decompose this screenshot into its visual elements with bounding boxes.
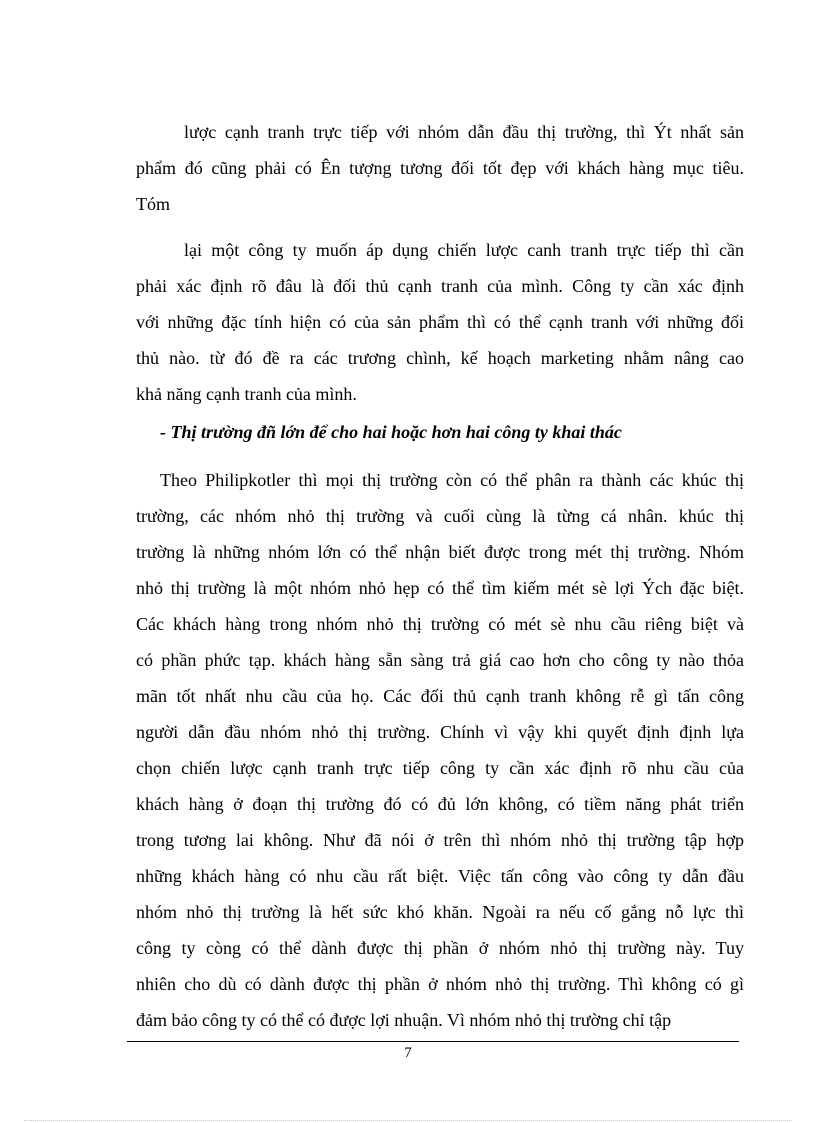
paragraph-line: Các khách hàng trong nhóm nhỏ thị trường có mét sè nhu cầu riêng biệt và bbox=[136, 614, 744, 634]
paragraph-line: nhỏ thị trường là một nhóm nhỏ hẹp có thể tìm kiếm mét sè lợi Ých đặc biệt. bbox=[136, 578, 744, 598]
paragraph-line: nhiên cho dù có dành được thị phần ở nhóm nhỏ thị trường. Thì không có gì bbox=[136, 974, 744, 994]
paragraph-line: phẩm đó cũng phải có Ên tượng tương đối tốt đẹp với khách hàng mục tiêu. bbox=[136, 158, 744, 178]
paragraph-line: Tóm bbox=[136, 194, 170, 214]
paragraph-line: Theo Philipkotler thì mọi thị trường còn có thể phân ra thành các khúc thị bbox=[160, 470, 744, 490]
footer-divider bbox=[127, 1041, 739, 1042]
paragraph-line: đảm bảo công ty có thể có được lợi nhuận. Vì nhóm nhỏ thị trường chỉ tập bbox=[136, 1010, 672, 1030]
paragraph-line: người dẫn đầu nhóm nhỏ thị trường. Chính vì vậy khi quyết định định lựa bbox=[136, 722, 744, 742]
paragraph-2 bbox=[136, 232, 744, 412]
paragraph-line: lại một công ty muốn áp dụng chiến lược canh tranh trực tiếp thì cần bbox=[184, 240, 744, 260]
paragraph-line: mãn tốt nhất nhu cầu của họ. Các đối thủ cạnh tranh không rễ gì tấn công bbox=[136, 686, 744, 706]
paragraph-line: trường, các nhóm nhỏ thị trường và cuối cùng là từng cá nhân. khúc thị bbox=[136, 506, 744, 526]
paragraph-line: có phần phức tạp. khách hàng sẵn sàng trả giá cao hơn cho công ty nào thỏa bbox=[136, 650, 744, 670]
paragraph-line: khả năng cạnh tranh của mình. bbox=[136, 384, 357, 404]
paragraph-line: trường là những nhóm lớn có thể nhận biết được trong mét thị trường. Nhóm bbox=[136, 542, 744, 562]
paragraph-line: công ty còng có thể dành được thị phần ở nhóm nhỏ thị trường này. Tuy bbox=[136, 938, 744, 958]
paragraph-3 bbox=[136, 462, 744, 1038]
paragraph-line: thủ nào. từ đó đề ra các trương chình, kế hoạch marketing nhằm nâng cao bbox=[136, 348, 744, 368]
paragraph-line: lược cạnh tranh trực tiếp với nhóm dẫn đầu thị trường, thì Ýt nhất sản bbox=[184, 122, 744, 142]
paragraph-line: nhóm nhỏ thị trường là hết sức khó khăn. Ngoài ra nếu cố gắng nỗ lực thì bbox=[136, 902, 744, 922]
page-edge-divider bbox=[24, 1120, 792, 1121]
paragraph-line: những khách hàng có nhu cầu rất biệt. Việc tấn công vào công ty dẫn đầu bbox=[136, 866, 744, 886]
page-number: 7 bbox=[404, 1045, 412, 1061]
paragraph-line: chọn chiến lược cạnh tranh trực tiếp công ty cần xác định rõ nhu cầu của bbox=[136, 758, 744, 778]
paragraph-line: khách hàng ở đoạn thị trường đó có đủ lớn không, có tiềm năng phát triển bbox=[136, 794, 744, 814]
paragraph-line: trong tương lai không. Như đã nói ở trên thì nhóm nhỏ thị trường tập hợp bbox=[136, 830, 744, 850]
paragraph-line: phải xác định rõ đâu là đối thủ cạnh tranh của mình. Công ty cần xác định bbox=[136, 276, 744, 296]
section-heading: - Thị trường đñ lớn để cho hai hoặc hơn hai công ty khai thác bbox=[160, 422, 622, 442]
paragraph-1 bbox=[136, 114, 744, 222]
paragraph-line: với những đặc tính hiện có của sản phẩm thì có thể cạnh tranh với những đối bbox=[136, 312, 744, 332]
